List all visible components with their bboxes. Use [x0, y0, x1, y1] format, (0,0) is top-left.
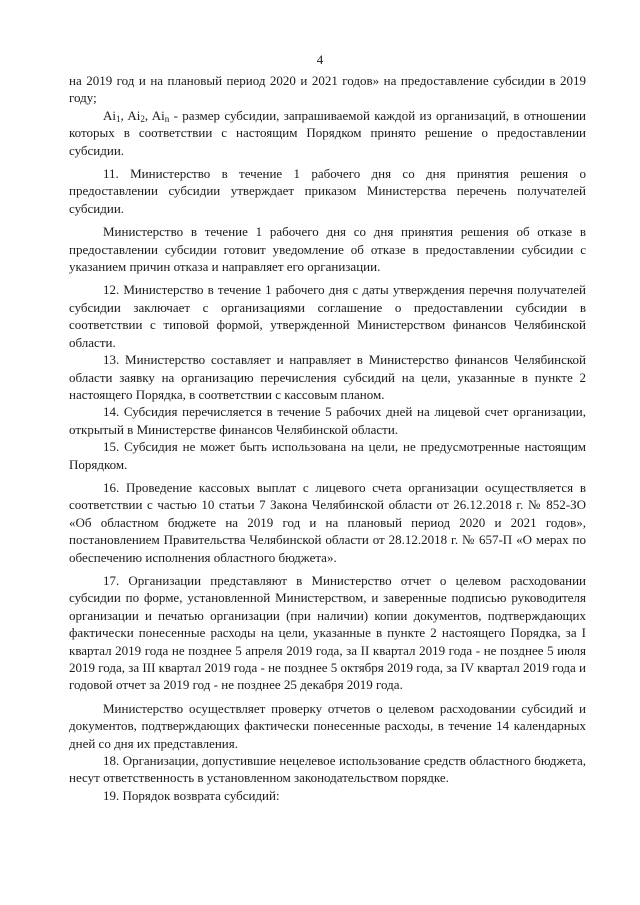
ai-symbol: Ai [103, 107, 116, 123]
paragraph-12: 12. Министерство в течение 1 рабочего дня с даты утверждения перечня получателей субсидии заключает с организациями соглашение о предоставлении субсидии в соответствии с типовой формой, утвержденной Министерством финансов Челябинской области. [69, 282, 586, 350]
paragraph-19: 19. Порядок возврата субсидий: [103, 787, 280, 803]
paragraph-16: 16. Проведение кассовых выплат с лицевого счета организации осуществляется в соответствии с частью 10 статьи 7 Закона Челябинской области от 26.12.2018 г. № 852-ЗО «Об областном бюджете на 2019 год и на плановый период 2020 и 2021 годов», постановлением Правительства Челябинской области от 28.12.2018 г. № 657-П «О мерах по обеспечению исполнения областного бюджета». [69, 479, 586, 565]
paragraph-report-verification: Министерство осуществляет проверку отчетов о целевом расходовании субсидий и документов, подтверждающих фактически понесенные расходы, в течение 14 календарных дней со дня их представления. [69, 700, 586, 751]
paragraph-budget-continuation: на 2019 год и на плановый период 2020 и 2021 годов» на предоставление субсидии в 2019 году; [69, 73, 586, 106]
paragraph-14: 14. Субсидия перечисляется в течение 5 рабочих дней на лицевой счет организации, открытый в Министерстве финансов Челябинской области. [69, 404, 586, 437]
paragraph-text: - размер субсидии, запрашиваемой каждой из организаций, в отношении которых в соответствии с настоящим Порядком принято решение о предоставлении субсидии. [69, 107, 586, 158]
paragraph-18: 18. Организации, допустившие нецелевое использование средств областного бюджета, несут ответственность в установленном законодательством порядке. [69, 753, 586, 786]
paragraph-15: 15. Субсидия не может быть использована на цели, не предусмотренные настоящим Порядком. [69, 439, 586, 472]
ai-symbol: , Ai [120, 107, 141, 123]
document-body [69, 72, 586, 804]
ai-subscript: n [164, 113, 170, 124]
ai-symbol: , Ai [144, 107, 165, 123]
paragraph-11: 11. Министерство в течение 1 рабочего дня со дня принятия решения о предоставлении субсидии утверждает приказом Министерства перечень получателей субсидии. [69, 166, 586, 216]
page-number: 4 [316, 52, 324, 67]
ai-subscript: 1 [116, 113, 121, 124]
paragraph-17: 17. Организации представляют в Министерство отчет о целевом расходовании субсидии по форме, установленной Министерством, и заверенные подписью руководителя организации и печатью организации (при наличии) копии документов, подтверждающих фактически понесенные расходы на цели, указанные в пункте 2 настоящего Порядка, за I квартал 2019 года не позднее 5 апреля 2019 года, за II квартал 2019 года - не позднее 5 июля 2019 года, за III квартал 2019 года - не позднее 5 октября 2019 года, за IV квартал 2019 года и годовой отчет за 2019 год - не позднее 25 декабря 2019 года. [69, 572, 586, 693]
paragraph-refusal-notice: Министерство в течение 1 рабочего дня со дня принятия решения об отказе в предоставлении субсидии готовит уведомление об отказе в предоставлении субсидии с указанием причин отказа и направляет его организации. [69, 224, 586, 275]
paragraph-subsidy-size-definition [69, 107, 586, 159]
paragraph-13: 13. Министерство составляет и направляет в Министерство финансов Челябинской области заявку на организацию перечисления субсидий на цели, указанные в пункте 2 настоящего Порядка, в соответствии с кассовым планом. [69, 352, 586, 402]
ai-subscript: 2 [140, 113, 145, 124]
